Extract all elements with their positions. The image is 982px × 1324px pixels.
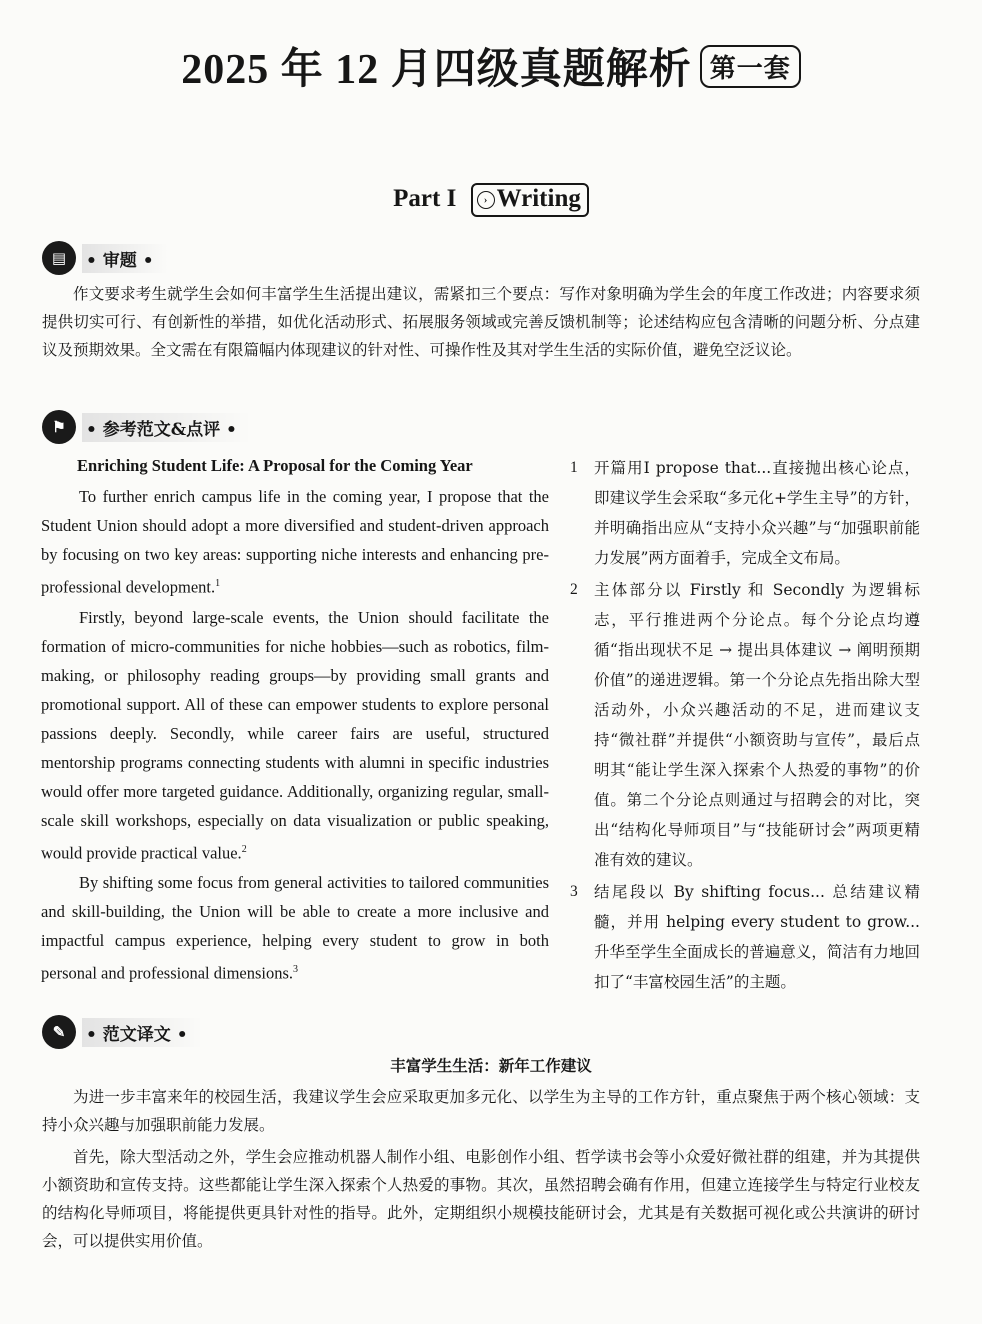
note-marker: 2 — [241, 843, 247, 855]
title-text: 2025 年 12 月四级真题解析 — [181, 47, 692, 93]
set-tag: 第一套 — [700, 45, 801, 88]
essay-paragraph — [41, 482, 549, 602]
essay-paragraph — [41, 868, 549, 988]
sample-heading-label: • 参考范文&点评 • — [82, 413, 251, 442]
arrow-icon: › — [477, 191, 495, 209]
commentary-note — [570, 877, 920, 997]
page-title — [0, 36, 982, 96]
sample-essay — [41, 451, 549, 989]
essay-paragraph-text: By shifting some focus from general activities to tailored communities and skill-building, the Union will be able to create a more inclusive and impactful campus experience, helping every student to grow in both personal and professional dimensions. — [41, 873, 549, 983]
analysis-heading — [42, 241, 168, 275]
part-heading — [0, 183, 982, 217]
commentary-note — [570, 575, 920, 875]
translation-heading-label: • 范文译文 • — [82, 1018, 202, 1047]
note-marker: 1 — [215, 578, 221, 589]
note-text: 开篇用I propose that...直接抛出核心论点，即建议学生会采取“多元化+学生主导”的方针，并明确指出应从“支持小众兴趣”与“加强职前能力发展”两方面着手，完成全文布局。 — [594, 459, 920, 567]
commentary-notes — [570, 453, 920, 999]
writing-label: Writing — [496, 185, 581, 212]
analysis-heading-label: • 审题 • — [82, 244, 168, 273]
note-marker: 3 — [293, 964, 299, 975]
note-text: 主体部分以 Firstly 和 Secondly 为逻辑标志，平行推进两个分论点。每个分论点均遵循“指出现状不足 → 提出具体建议 → 阐明预期价值”的递进逻辑。第一个分论点先指出除大型活动外，小众兴趣活动的不足，进而建议支持“微社群”并提供“小额资助与宣传”，最后点明其“能让学生深入探索个人热爱的事物”的价值。第二个分论点则通过与招聘会的对比，突出“结构化导师项目”与“技能研讨会”两项更精准有效的建议。 — [594, 581, 920, 869]
note-number: 1 — [570, 459, 578, 476]
sample-heading — [42, 410, 251, 444]
note-number: 3 — [570, 883, 578, 900]
translation-title: 丰富学生生活：新年工作建议 — [390, 1056, 592, 1075]
essay-title: Enriching Student Life: A Proposal for the Coming Year — [77, 456, 473, 475]
flag-icon: ⚑ — [42, 410, 76, 444]
essay-paragraph-text: Firstly, beyond large-scale events, the Union should facilitate the formation of micro-communities for niche hobbies—such as robotics, film-making, or philosophy reading groups—by providing small grants and promotional support. All of these can empower students to explore personal passions deeply. Secondly, while career fairs are useful, structured mentorship programs connecting students with alumni in specific industries would offer more targeted guidance. Additionally, organizing regular, small-scale skill workshops, especially on data visualization or public speaking, would provide practical value. — [41, 607, 549, 862]
note-text: 结尾段以 By shifting focus... 总结建议精髓，并用 helping every student to grow... 升华至学生全面成长的普遍意义，简洁有力地回扣了“丰富校园生活”的主题。 — [594, 883, 920, 991]
analysis-text: 作文要求考生就学生会如何丰富学生生活提出建议，需紧扣三个要点：写作对象明确为学生会的年度工作改进；内容要求须提供切实可行、有创新性的举措，如优化活动形式、拓展服务领域或完善反馈机制等；论述结构应包含清晰的问题分析、分点建议及预期效果。全文需在有限篇幅内体现建议的针对性、可操作性及其对学生生活的实际价值，避免空泛议论。 — [42, 285, 920, 359]
translation-heading — [42, 1015, 202, 1049]
part-label: Part I — [393, 185, 457, 212]
commentary-note — [570, 453, 920, 573]
translation-paragraph: 首先，除大型活动之外，学生会应推动机器人制作小组、电影创作小组、哲学读书会等小众爱好微社群的组建，并为其提供小额资助和宣传支持。这些都能让学生深入探索个人热爱的事物。其次，虽然招聘会确有作用，但建立连接学生与特定行业校友的结构化导师项目，将能提供更具针对性的指导。此外，定期组织小规模技能研讨会，尤其是有关数据可视化或公共演讲的研讨会，可以提供实用价值。 — [42, 1148, 920, 1250]
note-number: 2 — [570, 581, 578, 598]
essay-paragraph-text: To further enrich campus life in the coming year, I propose that the Student Union should adopt a more diversified and student-driven approach by focusing on two key areas: supporting niche interests and enhancing pre-professional development. — [41, 487, 549, 597]
pen-icon: ✎ — [42, 1015, 76, 1049]
writing-tag — [471, 183, 589, 217]
document-icon: ▤ — [42, 241, 76, 275]
translation-paragraph: 为进一步丰富来年的校园生活，我建议学生会应采取更加多元化、以学生为主导的工作方针，重点聚焦于两个核心领域：支持小众兴趣与加强职前能力发展。 — [42, 1088, 920, 1134]
essay-paragraph — [41, 603, 549, 868]
